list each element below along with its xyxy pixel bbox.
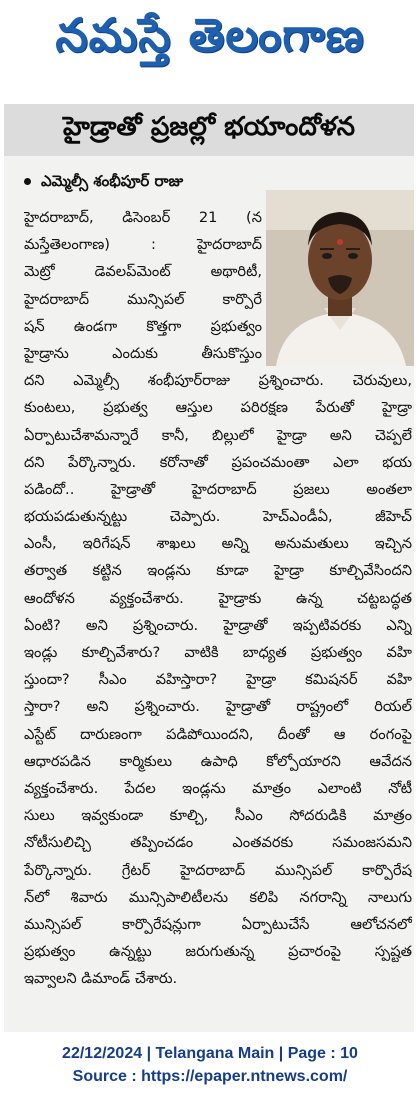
edition-info: 22/12/2024 | Telangana Main | Page : 10 [62, 1045, 358, 1062]
article-line: ఇండ్లు కూల్చివేశారు? వాటికి బాధ్యత ప్రభుత్వం వహి [24, 644, 412, 661]
article-line: సులు ఇవ్వకుండా కూల్చి, సీఎం సోదరుడికి మాత్రం [24, 807, 412, 825]
article-line: భయపడుతున్నట్టు చెప్పారు. హెచ్‌ఎండీఏ, జీహెచ్ [24, 508, 412, 526]
article-line: ఎస్టేట్ దారుణంగా పడిపోయిందని, దీంతో ఆ రంగంపై [24, 725, 412, 743]
byline-text: ఎమ్మెల్సీ శంభీపూర్ రాజు [41, 172, 184, 190]
source-link[interactable]: Source : https://epaper.ntnews.com/ [72, 1068, 348, 1085]
article-line: ఆధారపడిన కార్మికులు ఉపాధి కోల్పోయారని ఆవేదన [24, 752, 412, 770]
article-line: స్తారా? అని ప్రశ్నించారు. హైడ్రాతో రాష్ట్రంలో రియల్ [24, 698, 412, 716]
article-line: మెట్రో డెవలప్‌మెంట్ అథారిటీ, [24, 263, 262, 281]
article-line: పడిందో.. హైడ్రాతో హైదరాబాద్ ప్రజలు అంతలా [24, 480, 412, 498]
article-line: వ్యక్తంచేశారు. పేదల ఇండ్లను మాత్రం ఎలాంటి నోటీ [24, 779, 412, 797]
article-line: తర్వాత కట్టిన ఇండ్లను కూడా హైడ్రా కూల్చివేసిందని [24, 562, 412, 580]
article-line: హైడ్రాను ఎందుకు తీసుకొస్తుం [24, 344, 262, 362]
article-line: ప్రభుత్వం ఉన్నట్టు జరుగుతున్న ప్రచారంపై స్పష్టత [24, 943, 412, 961]
masthead [0, 0, 420, 82]
news-clipping [4, 104, 414, 1032]
article-line: హైదరాబాద్ మున్సిపల్ కార్పొరే [24, 290, 262, 308]
article-line: దని పేర్కొన్నారు. కరోనాతో ప్రపంచమంతా ఎలా భయ [24, 453, 412, 471]
article-line: న్‌లో శివారు మున్సిపాలిటీలను కలిపి నగరాన్ని నాలుగు [24, 888, 412, 906]
article-line: ఇవ్వాలని డిమాండ్ చేశారు. [24, 970, 178, 988]
article-line: దని ఎమ్మెల్సీ శంభీపూర్‌రాజు ప్రశ్నించారు. చెరువులు, [24, 372, 412, 390]
article-line: కుంటలు, ప్రభుత్వ ఆస్తుల పరిరక్షణ పేరుతో హైడ్రా [24, 399, 412, 417]
article-line: ఏర్పాటుచేశామన్నారే కానీ, బిల్లులో హైడ్రా అని చెప్పలే [24, 426, 412, 444]
article-line: నోటీసులిచ్చి తప్పించడం ఎంతవరకు సమంజసమని [24, 834, 412, 852]
article-line: ఏంటి? అని ప్రశ్నించారు. హైడ్రాతో ఇప్పటివరకు ఎన్ని [24, 616, 412, 634]
masthead-title: నమస్తే తెలంగాణ [55, 8, 365, 62]
article-line: షన్ ఉండగా కొత్తగా ప్రభుత్వం [24, 317, 262, 335]
article-line: మున్సిపల్ కార్పొరేషన్లుగా ఏర్పాటుచేసే ఆలోచనలో [24, 915, 412, 933]
article-line: హైదరాబాద్, డిసెంబర్ 21 (న [24, 209, 262, 226]
article-line: మస్తేతెలంగాణ) : హైదరాబాద్ [24, 236, 262, 254]
article-line: పేర్కొన్నారు. గ్రేటర్ హైదరాబాద్ మున్సిపల్ కార్పొరేష [24, 861, 412, 879]
bullet-icon [24, 178, 31, 185]
headline-band [4, 104, 414, 156]
article-line: ఎంసీ, ఇరిగేషన్ శాఖలు అన్ని అనుమతులు ఇచ్చిన [24, 535, 412, 553]
article-body [24, 204, 412, 992]
byline [24, 172, 183, 194]
article-line: స్తుందా? సీఎం వహిస్తారా? హైడ్రా కమిషనర్ వహి [24, 671, 412, 689]
article-line: ఆందోళన వ్యక్తంచేశారు. హైడ్రాకు ఉన్న చట్టబద్ధత [24, 589, 412, 607]
headline: హైడ్రాతో ప్రజల్లో భయాందోళన [63, 112, 355, 142]
